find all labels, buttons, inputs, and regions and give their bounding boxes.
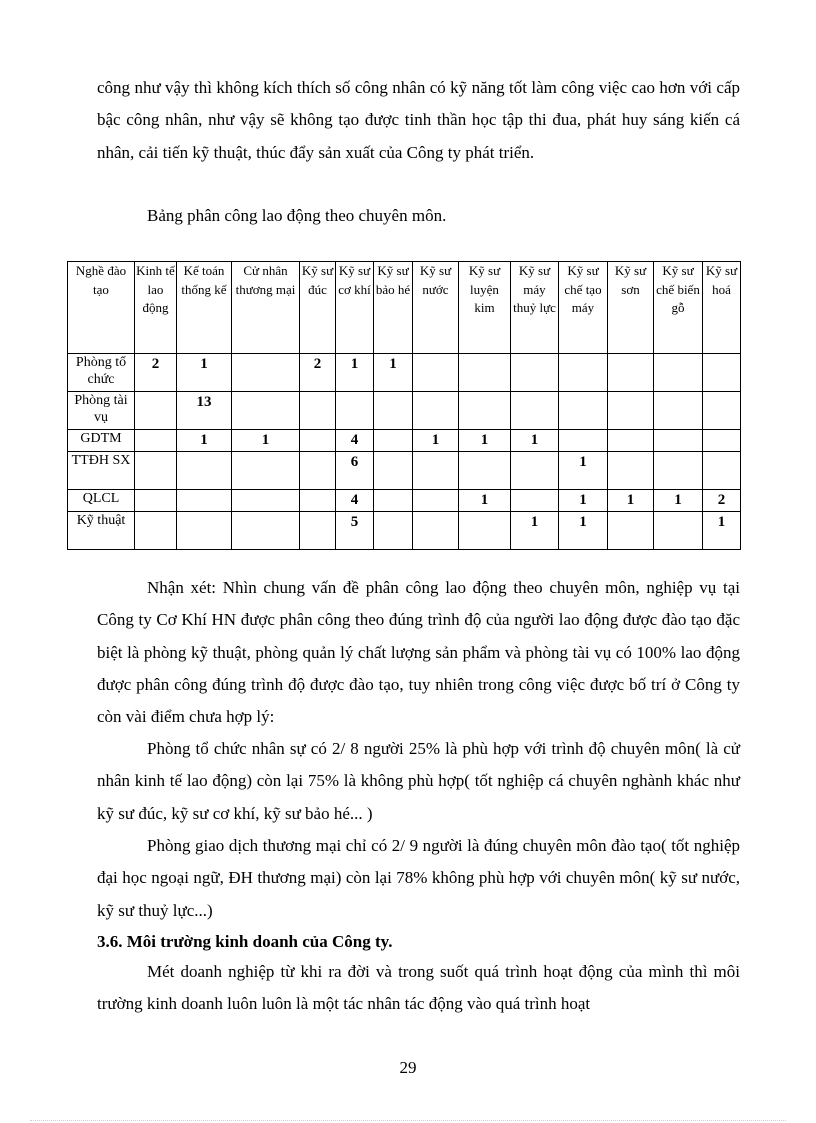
table-cell bbox=[300, 392, 336, 430]
table-cell bbox=[703, 452, 741, 490]
table-cell bbox=[511, 354, 559, 392]
column-header: Kỹ sư bảo hé bbox=[374, 262, 413, 354]
table-cell: 1 bbox=[559, 512, 608, 550]
table-cell: 2 bbox=[300, 354, 336, 392]
table-cell: 1 bbox=[177, 354, 232, 392]
intro-paragraph: công như vậy thì không kích thích số công nhân có kỹ năng tốt làm công việc cao hơn với cấp bậc công nhân, như vậy sẽ không tạo được tinh thần học tập thi đua, phát huy sáng kiến cá nhân, cải tiến kỹ thuật, thúc đẩy sản xuất của Công ty phát triển. bbox=[97, 78, 740, 162]
table-cell bbox=[374, 512, 413, 550]
table-cell: 1 bbox=[459, 430, 511, 452]
trade-department-paragraph: Phòng giao dịch thương mại chỉ có 2/ 9 người là đúng chuyên môn đào tạo( tốt nghiệp đại học ngoại ngữ, ĐH thương mại) còn lại 78% không phù hợp với chuyên môn( kỹ sư nước, kỹ sư thuỷ lực...) bbox=[97, 836, 740, 920]
remark-paragraph: Nhận xét: Nhìn chung vấn đề phân công lao động theo chuyên môn, nghiệp vụ tại Công ty Cơ Khí HN được phân công theo đúng trình độ của người lao động được đào tạo đặc biệt là phòng kỹ thuật, phòng quản lý chất lượng sản phẩm và phòng tài vụ có 100% lao động được phân công đúng trình độ được đào tạo, tuy nhiên trong công việc được bố trí ở Công ty còn vài điểm chưa hợp lý: bbox=[97, 578, 740, 727]
table-cell: 1 bbox=[336, 354, 374, 392]
column-header: Kỹ sư sơn bbox=[608, 262, 654, 354]
table-cell bbox=[177, 452, 232, 490]
column-header: Kỹ sư nước bbox=[413, 262, 459, 354]
table-cell bbox=[135, 452, 177, 490]
table-cell bbox=[608, 512, 654, 550]
table-cell bbox=[232, 452, 300, 490]
table-cell: 1 bbox=[177, 430, 232, 452]
table-cell bbox=[135, 512, 177, 550]
closing-paragraph: Mét doanh nghiệp từ khi ra đời và trong suốt quá trình hoạt động của mình thì môi trường kinh doanh luôn luôn là một tác nhân tác động vào quá trình hoạt bbox=[97, 962, 740, 1014]
table-cell: 6 bbox=[336, 452, 374, 490]
table-cell: 13 bbox=[177, 392, 232, 430]
table-cell bbox=[413, 452, 459, 490]
table-cell bbox=[232, 392, 300, 430]
table-cell bbox=[374, 452, 413, 490]
table-cell bbox=[608, 392, 654, 430]
row-label: Phòng tài vụ bbox=[68, 392, 135, 430]
table-cell: 5 bbox=[336, 512, 374, 550]
table-cell bbox=[232, 490, 300, 512]
table-cell bbox=[413, 512, 459, 550]
row-label: Phòng tổ chức bbox=[68, 354, 135, 392]
table-cell bbox=[511, 392, 559, 430]
table-cell: 1 bbox=[703, 512, 741, 550]
footer-divider bbox=[30, 1120, 786, 1121]
column-header: Kỹ sư cơ khí bbox=[336, 262, 374, 354]
table-cell bbox=[511, 452, 559, 490]
column-header: Kinh tế lao động bbox=[135, 262, 177, 354]
table-cell: 1 bbox=[459, 490, 511, 512]
table-cell bbox=[177, 512, 232, 550]
column-header: Kỹ sư luyện kim bbox=[459, 262, 511, 354]
row-label: Kỹ thuật bbox=[68, 512, 135, 550]
table-cell: 1 bbox=[511, 512, 559, 550]
column-header: Kỹ sư chế biến gỗ bbox=[654, 262, 703, 354]
table-cell bbox=[459, 512, 511, 550]
table-cell bbox=[336, 392, 374, 430]
table-caption: Bảng phân công lao động theo chuyên môn. bbox=[147, 206, 447, 225]
table-row bbox=[68, 452, 741, 490]
table-header-row bbox=[68, 262, 741, 354]
row-label: TTĐH SX bbox=[68, 452, 135, 490]
table-cell bbox=[374, 490, 413, 512]
table-cell: 1 bbox=[232, 430, 300, 452]
table-row bbox=[68, 490, 741, 512]
hr-department-paragraph: Phòng tổ chức nhân sự có 2/ 8 người 25% là phù hợp với trình độ chuyên môn( là cử nhân kinh tế lao động) còn lại 75% là không phù hợp( tốt nghiệp cá chuyên nghành khác như kỹ sư đúc, kỹ sư cơ khí, kỹ sư bảo hé... ) bbox=[97, 739, 740, 823]
table-cell bbox=[459, 354, 511, 392]
table-cell: 1 bbox=[559, 490, 608, 512]
table-cell bbox=[135, 490, 177, 512]
table-cell bbox=[703, 354, 741, 392]
table-cell bbox=[608, 430, 654, 452]
table-cell bbox=[177, 490, 232, 512]
table-cell bbox=[300, 452, 336, 490]
table-cell bbox=[413, 392, 459, 430]
table-cell bbox=[300, 512, 336, 550]
column-header: Kế toán thống kế bbox=[177, 262, 232, 354]
table-cell: 1 bbox=[511, 430, 559, 452]
table-cell bbox=[374, 392, 413, 430]
table-cell bbox=[232, 354, 300, 392]
column-header: Kỹ sư hoá bbox=[703, 262, 741, 354]
table-cell bbox=[135, 430, 177, 452]
table-cell bbox=[608, 354, 654, 392]
table-cell bbox=[608, 452, 654, 490]
table-cell bbox=[654, 452, 703, 490]
table-row bbox=[68, 392, 741, 430]
labor-assignment-table bbox=[67, 261, 741, 550]
table-cell bbox=[559, 354, 608, 392]
table-cell bbox=[413, 490, 459, 512]
page-number: 29 bbox=[399, 1058, 417, 1077]
table-cell bbox=[703, 430, 741, 452]
table-cell bbox=[654, 430, 703, 452]
column-header: Cử nhân thương mại bbox=[232, 262, 300, 354]
table-row bbox=[68, 354, 741, 392]
table-cell bbox=[703, 392, 741, 430]
table-cell bbox=[654, 354, 703, 392]
table-cell: 1 bbox=[374, 354, 413, 392]
table-cell bbox=[559, 430, 608, 452]
table-cell bbox=[559, 392, 608, 430]
table-cell bbox=[459, 392, 511, 430]
table-cell bbox=[135, 392, 177, 430]
table-cell bbox=[654, 392, 703, 430]
column-header: Kỹ sư chế tạo máy bbox=[559, 262, 608, 354]
table-cell bbox=[511, 490, 559, 512]
table-cell bbox=[374, 430, 413, 452]
table-cell bbox=[300, 490, 336, 512]
table-cell bbox=[413, 354, 459, 392]
section-heading: 3.6. Môi trường kinh doanh của Công ty. bbox=[97, 932, 393, 951]
table-corner-header: Nghề đào tạo bbox=[68, 262, 135, 354]
column-header: Kỹ sư đúc bbox=[300, 262, 336, 354]
table-cell bbox=[232, 512, 300, 550]
row-label: QLCL bbox=[68, 490, 135, 512]
column-header: Kỹ sư máy thuỷ lực bbox=[511, 262, 559, 354]
row-label: GDTM bbox=[68, 430, 135, 452]
table-row bbox=[68, 430, 741, 452]
table-cell bbox=[459, 452, 511, 490]
table-cell bbox=[654, 512, 703, 550]
table-cell: 2 bbox=[703, 490, 741, 512]
table-cell: 1 bbox=[559, 452, 608, 490]
table-cell: 4 bbox=[336, 490, 374, 512]
table-cell: 4 bbox=[336, 430, 374, 452]
table-cell: 1 bbox=[608, 490, 654, 512]
table-cell: 1 bbox=[654, 490, 703, 512]
table-cell bbox=[300, 430, 336, 452]
table-cell: 1 bbox=[413, 430, 459, 452]
table-cell: 2 bbox=[135, 354, 177, 392]
table-row bbox=[68, 512, 741, 550]
